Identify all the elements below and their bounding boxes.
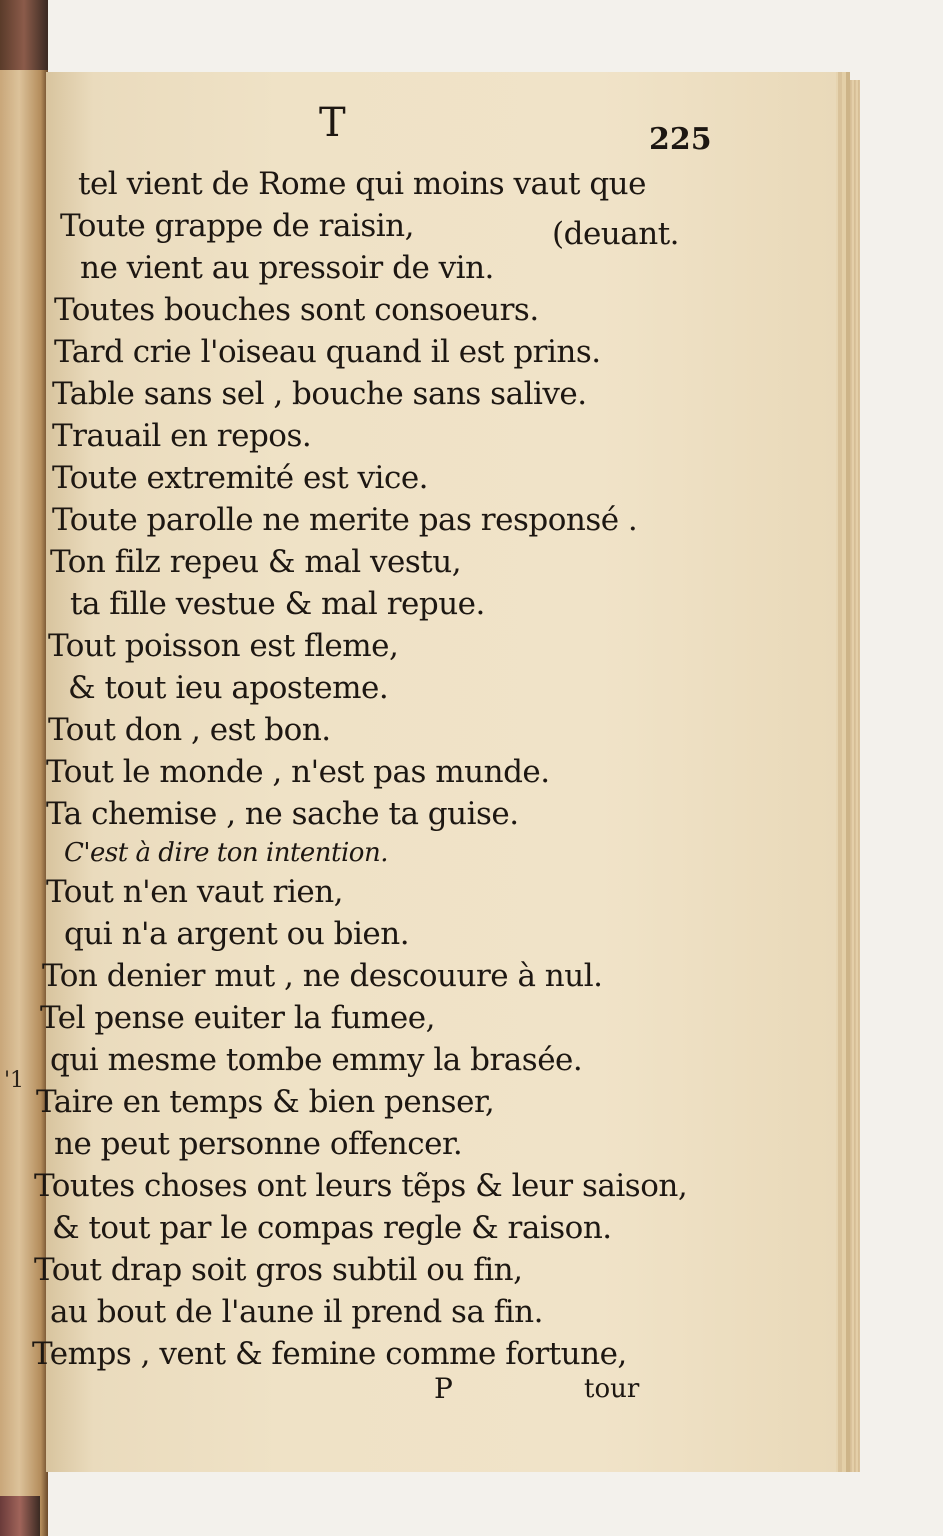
text-line: Tout drap soit gros subtil ou fin,	[34, 1252, 523, 1288]
text-line: ne vient au pressoir de vin.	[80, 250, 494, 286]
text-line: qui mesme tombe emmy la brasée.	[50, 1042, 583, 1078]
text-line: & tout ieu aposteme.	[68, 670, 389, 706]
text-line: Trauail en repos.	[52, 418, 312, 454]
text-line: Temps , vent & femine comme fortune,	[32, 1336, 627, 1372]
text-line: Ton filz repeu & mal vestu,	[50, 544, 462, 580]
text-line: ne peut personne offencer.	[54, 1126, 463, 1162]
text-line-turnover: (deuant.	[552, 216, 680, 252]
text-line: Toute parolle ne merite pas responsé .	[52, 502, 638, 538]
text-line: tel vient de Rome qui moins vaut que	[78, 166, 646, 202]
text-line: Tel pense euiter la fumee,	[40, 1000, 435, 1036]
text-line: qui n'a argent ou bien.	[64, 916, 410, 952]
text-line: Taire en temps & bien penser,	[36, 1084, 495, 1120]
text-line: Tout don , est bon.	[48, 712, 331, 748]
folio-number: 225	[649, 122, 712, 157]
text-line: Ton denier mut , ne descouure à nul.	[42, 958, 603, 994]
text-line: Toute extremité est vice.	[52, 460, 429, 496]
text-line: Ta chemise , ne sache ta guise.	[46, 796, 519, 832]
text-line: Tout le monde , n'est pas munde.	[46, 754, 550, 790]
page-fore-edge	[836, 80, 860, 1472]
text-line: Table sans sel , bouche sans salive.	[52, 376, 587, 412]
right-page	[32, 72, 836, 1472]
page-text-block	[32, 72, 836, 1472]
binding-headband	[0, 0, 48, 70]
text-line: Toute grappe de raisin,	[60, 208, 414, 244]
catchword: tour	[584, 1374, 640, 1404]
text-line: ta fille vestue & mal repue.	[70, 586, 485, 622]
running-head-letter: T	[319, 100, 347, 146]
text-line: Tout n'en vaut rien,	[46, 874, 344, 910]
text-line-gloss: C'est à dire ton intention.	[64, 838, 388, 868]
left-margin-mark: '1	[4, 1068, 25, 1093]
signature-mark: P	[434, 1372, 453, 1405]
text-line: Toutes bouches sont consoeurs.	[54, 292, 539, 328]
text-line: Toutes choses ont leurs tẽps & leur saison,	[34, 1168, 688, 1204]
left-page-binding	[0, 0, 48, 1536]
text-line: Tard crie l'oiseau quand il est prins.	[54, 334, 601, 370]
text-line: & tout par le compas regle & raison.	[52, 1210, 612, 1246]
text-line: Tout poisson est fleme,	[48, 628, 399, 664]
text-line: au bout de l'aune il prend sa fin.	[50, 1294, 543, 1330]
binding-tailband	[0, 1496, 40, 1536]
